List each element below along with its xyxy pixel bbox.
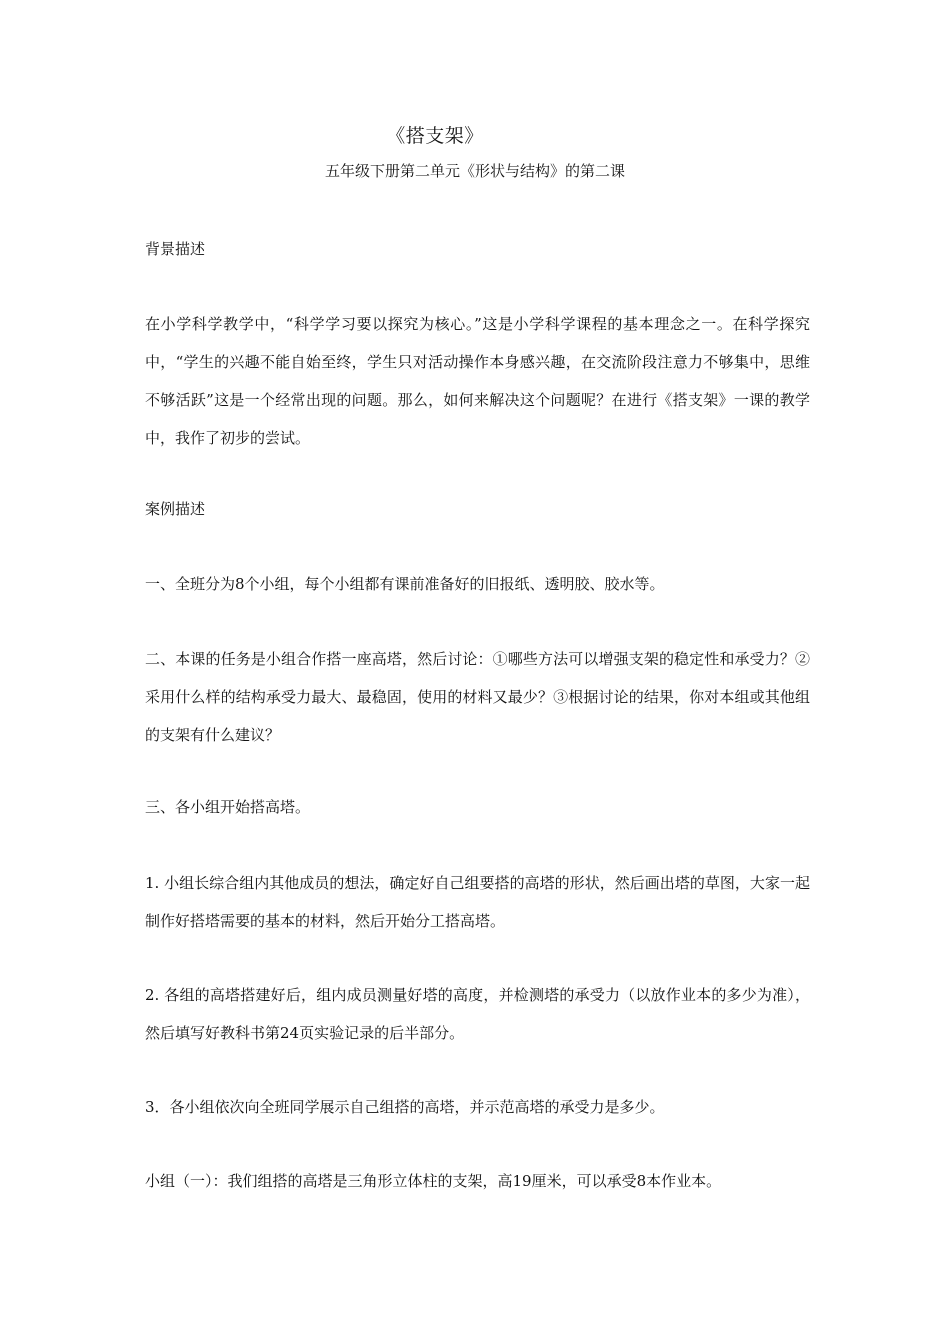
item-one-paragraph: 一、全班分为8个小组，每个小组都有课前准备好的旧报纸、透明胶、胶水等。	[145, 575, 665, 593]
step-three-paragraph: 3．各小组依次向全班同学展示自己组搭的高塔，并示范高塔的承受力是多少。	[145, 1098, 665, 1116]
step-two-paragraph: 2. 各组的高塔搭建好后，组内成员测量好塔的高度，并检测塔的承受力（以放作业本的多少为准），然后填写好教科书第24页实验记录的后半部分。	[145, 986, 810, 1042]
group-one-paragraph: 小组（一）：我们组搭的高塔是三角形立体柱的支架，高19厘米，可以承受8本作业本。	[145, 1172, 722, 1190]
background-heading: 背景描述	[145, 240, 206, 258]
document-subtitle: 五年级下册第二单元《形状与结构》的第二课	[324, 162, 625, 180]
document-title: 《搭支架》	[386, 125, 484, 147]
step-one-paragraph: 1. 小组长综合组内其他成员的想法，确定好自己组要搭的高塔的形状，然后画出塔的草图，大家一起制作好搭塔需要的基本的材料，然后开始分工搭高塔。	[145, 874, 810, 930]
item-two-paragraph: 二、本课的任务是小组合作搭一座高塔，然后讨论：①哪些方法可以增强支架的稳定性和承受力？②采用什么样的结构承受力最大、最稳固，使用的材料又最少？③根据讨论的结果，你对本组或其他组的支架有什么建议？	[145, 650, 810, 744]
item-three-paragraph: 三、各小组开始搭高塔。	[145, 798, 311, 816]
background-paragraph: 在小学科学教学中，“科学学习要以探究为核心。”这是小学科学课程的基本理念之一。在科学探究中，“学生的兴趣不能自始至终，学生只对活动操作本身感兴趣，在交流阶段注意力不够集中，思维不够活跃”这是一个经常出现的问题。那么，如何来解决这个问题呢？在进行《搭支架》一课的教学中，我作了初步的尝试。	[145, 315, 810, 447]
case-heading: 案例描述	[145, 500, 206, 518]
